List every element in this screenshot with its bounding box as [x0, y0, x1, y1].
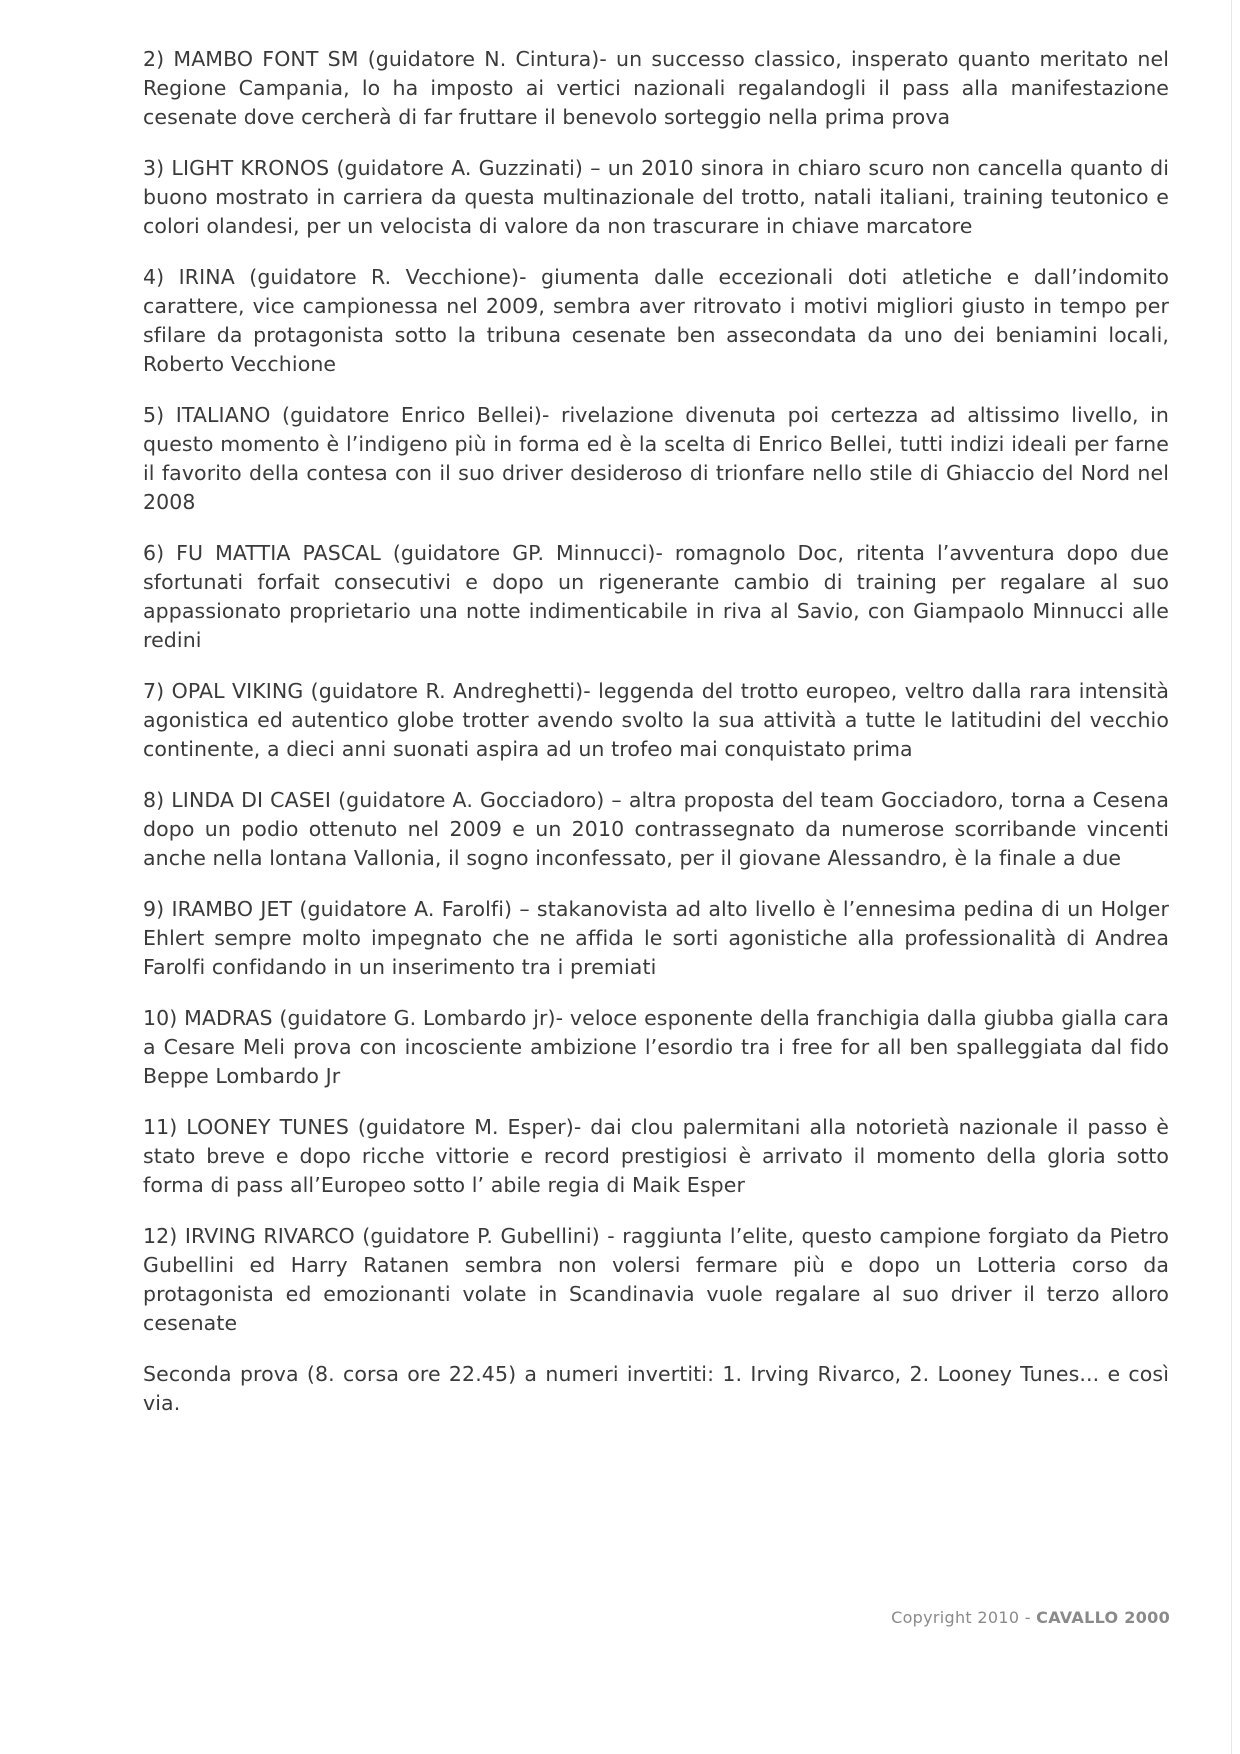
paragraph-mambo-font-sm: 2) MAMBO FONT SM (guidatore N. Cintura)- un successo classico, insperato quanto meritato nel Regione Campania, lo ha imposto ai vertici nazionali regalandogli il pass alla manifestazione cesenate dove cercherà di far fruttare il benevolo sorteggio nella prima prova: [143, 47, 1169, 129]
footer-brand: CAVALLO 2000: [1036, 1608, 1170, 1627]
paragraph-light-kronos: 3) LIGHT KRONOS (guidatore A. Guzzinati) – un 2010 sinora in chiaro scuro non cancella quanto di buono mostrato in carriera da questa multinazionale del trotto, natali italiani, training teutonico e colori olandesi, per un velocista di valore da non trascurare in chiave marcatore: [143, 156, 1169, 238]
paragraph-seconda-prova: Seconda prova (8. corsa ore 22.45) a numeri invertiti: 1. Irving Rivarco, 2. Looney Tunes... e così via.: [143, 1362, 1169, 1415]
document-body: [143, 45, 1169, 1418]
paragraph-italiano: 5) ITALIANO (guidatore Enrico Bellei)- rivelazione divenuta poi certezza ad altissimo livello, in questo momento è l’indigeno più in forma ed è la scelta di Enrico Bellei, tutti indizi ideali per farne il favorito della contesa con il suo driver desideroso di trionfare nello stile di Ghiaccio del Nord nel 2008: [143, 403, 1169, 514]
paragraph-irambo-jet: 9) IRAMBO JET (guidatore A. Farolfi) – stakanovista ad alto livello è l’ennesima pedina di un Holger Ehlert sempre molto impegnato che ne affida le sorti agonistiche alla professionalità di Andrea Farolfi confidando in un inserimento tra i premiati: [143, 897, 1169, 979]
paragraph-madras: 10) MADRAS (guidatore G. Lombardo jr)- veloce esponente della franchigia dalla giubba gialla cara a Cesare Meli prova con incosciente ambizione l’esordio tra i free for all ben spalleggiata dal fido Beppe Lombardo Jr: [143, 1006, 1169, 1088]
paragraph-irving-rivarco: 12) IRVING RIVARCO (guidatore P. Gubellini) - raggiunta l’elite, questo campione forgiato da Pietro Gubellini ed Harry Ratanen sembra non volersi fermare più e dopo un Lotteria corso da protagonista ed emozionanti volate in Scandinavia vuole regalare al suo driver il terzo alloro cesenate: [143, 1224, 1169, 1335]
scan-edge-divider: [1231, 0, 1232, 1754]
paragraph-linda-di-casei: 8) LINDA DI CASEI (guidatore A. Gocciadoro) – altra proposta del team Gocciadoro, torna a Cesena dopo un podio ottenuto nel 2009 e un 2010 contrassegnato da numerose scorribande vincenti anche nella lontana Vallonia, il sogno inconfessato, per il giovane Alessandro, è la finale a due: [143, 788, 1169, 870]
footer-copyright-text: Copyright 2010 -: [891, 1608, 1037, 1627]
paragraph-opal-viking: 7) OPAL VIKING (guidatore R. Andreghetti)- leggenda del trotto europeo, veltro dalla rara intensità agonistica ed autentico globe trotter avendo svolto la sua attività a tutte le latitudini del vecchio continente, a dieci anni suonati aspira ad un trofeo mai conquistato prima: [143, 679, 1169, 761]
paragraph-looney-tunes: 11) LOONEY TUNES (guidatore M. Esper)- dai clou palermitani alla notorietà nazionale il passo è stato breve e dopo ricche vittorie e record prestigiosi è arrivato il momento della gloria sotto forma di pass all’Europeo sotto l’ abile regia di Maik Esper: [143, 1115, 1169, 1197]
paragraph-fu-mattia-pascal: 6) FU MATTIA PASCAL (guidatore GP. Minnucci)- romagnolo Doc, ritenta l’avventura dopo due sfortunati forfait consecutivi e dopo un rigenerante cambio di training per regalare al suo appassionato proprietario una notte indimenticabile in riva al Savio, con Giampaolo Minnucci alle redini: [143, 541, 1169, 652]
paragraph-irina: 4) IRINA (guidatore R. Vecchione)- giumenta dalle eccezionali doti atletiche e dall’indomito carattere, vice campionessa nel 2009, sembra aver ritrovato i motivi migliori giusto in tempo per sfilare da protagonista sotto la tribuna cesenate ben assecondata da uno dei beniamini locali, Roberto Vecchione: [143, 265, 1169, 376]
page-footer: [891, 1608, 1170, 1627]
